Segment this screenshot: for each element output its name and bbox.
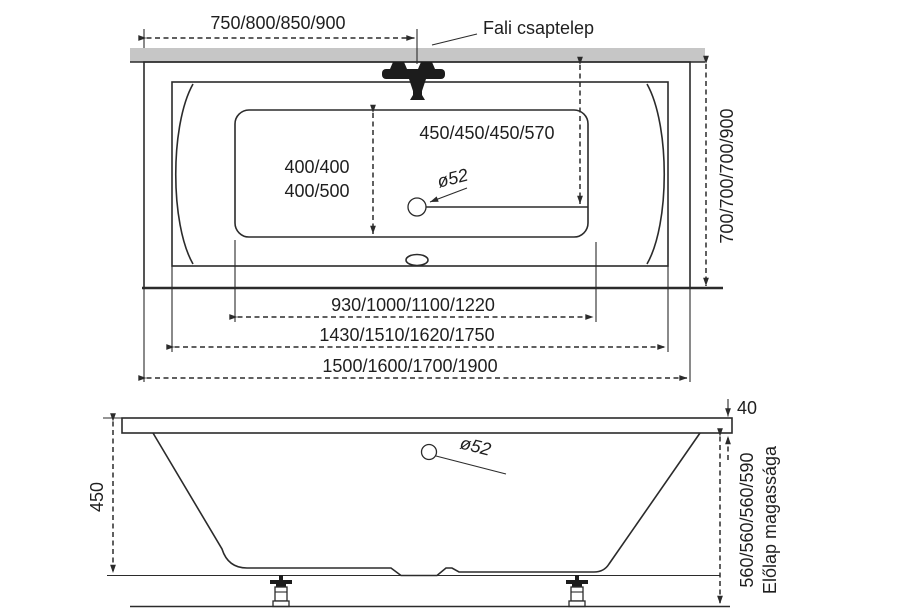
faucet-label-leader: [432, 34, 477, 45]
dim-bottom-width: [284, 113, 373, 234]
faucet-spout: [409, 79, 426, 100]
leg-bolt-wing: [566, 580, 588, 584]
dim-label: 450: [87, 481, 107, 513]
overflow-diameter-label: ø52: [457, 432, 493, 460]
dim-bottom-length: [238, 295, 594, 317]
dim-label: 560/560/560/590: [737, 452, 757, 588]
leg-bolt-pin: [279, 575, 283, 580]
drain-leader-line: [430, 188, 467, 202]
dim-label-line1: 400/400: [284, 157, 350, 177]
rim-slab: [122, 418, 732, 433]
dim-label: 450/450/450/570: [419, 123, 555, 143]
leg-base: [273, 601, 289, 607]
drain-hole: [408, 198, 426, 216]
dim-label-line2: 400/500: [284, 181, 350, 201]
leg-base: [569, 601, 585, 607]
leg-bolt-wing: [270, 580, 292, 584]
bowl-side-curve-left: [176, 84, 193, 264]
dim-depth: [87, 422, 113, 574]
side-view: [87, 398, 780, 607]
leg-right: [566, 575, 588, 607]
leg-bolt-pin: [575, 575, 579, 580]
dim-label: 700/700/700/900: [717, 108, 737, 244]
overflow-leader-line: [436, 456, 506, 474]
drain-diameter-label: ø52: [435, 164, 471, 192]
dim-overall-length: [147, 356, 688, 378]
dim-label: 750/800/850/900: [210, 13, 346, 33]
dim-label: 40: [737, 398, 758, 418]
leg-body: [275, 587, 287, 601]
dim-width-overall: [706, 64, 737, 286]
dim-label: 1500/1600/1700/1900: [322, 356, 498, 376]
waste-oval: [406, 255, 428, 266]
top-view: [130, 13, 737, 382]
faucet-label: Fali csaptelep: [483, 18, 595, 38]
faucet-body: [382, 69, 445, 79]
bowl-side-curve-right: [647, 84, 664, 264]
dim-label-name: Előlap magassága: [760, 445, 780, 595]
dim-inner-length: [175, 325, 666, 347]
dim-label: 930/1000/1100/1220: [331, 295, 495, 315]
dim-front-panel-height: [720, 437, 780, 605]
leg-left: [270, 575, 292, 607]
dim-faucet-distance: [144, 13, 415, 48]
faucet-foot-left: [390, 62, 407, 69]
overflow-hole: [422, 445, 437, 460]
faucet-foot-right: [418, 62, 435, 69]
leg-body: [571, 587, 583, 601]
faucet-icon: [382, 29, 445, 100]
dim-label: 1430/1510/1620/1750: [319, 325, 495, 345]
